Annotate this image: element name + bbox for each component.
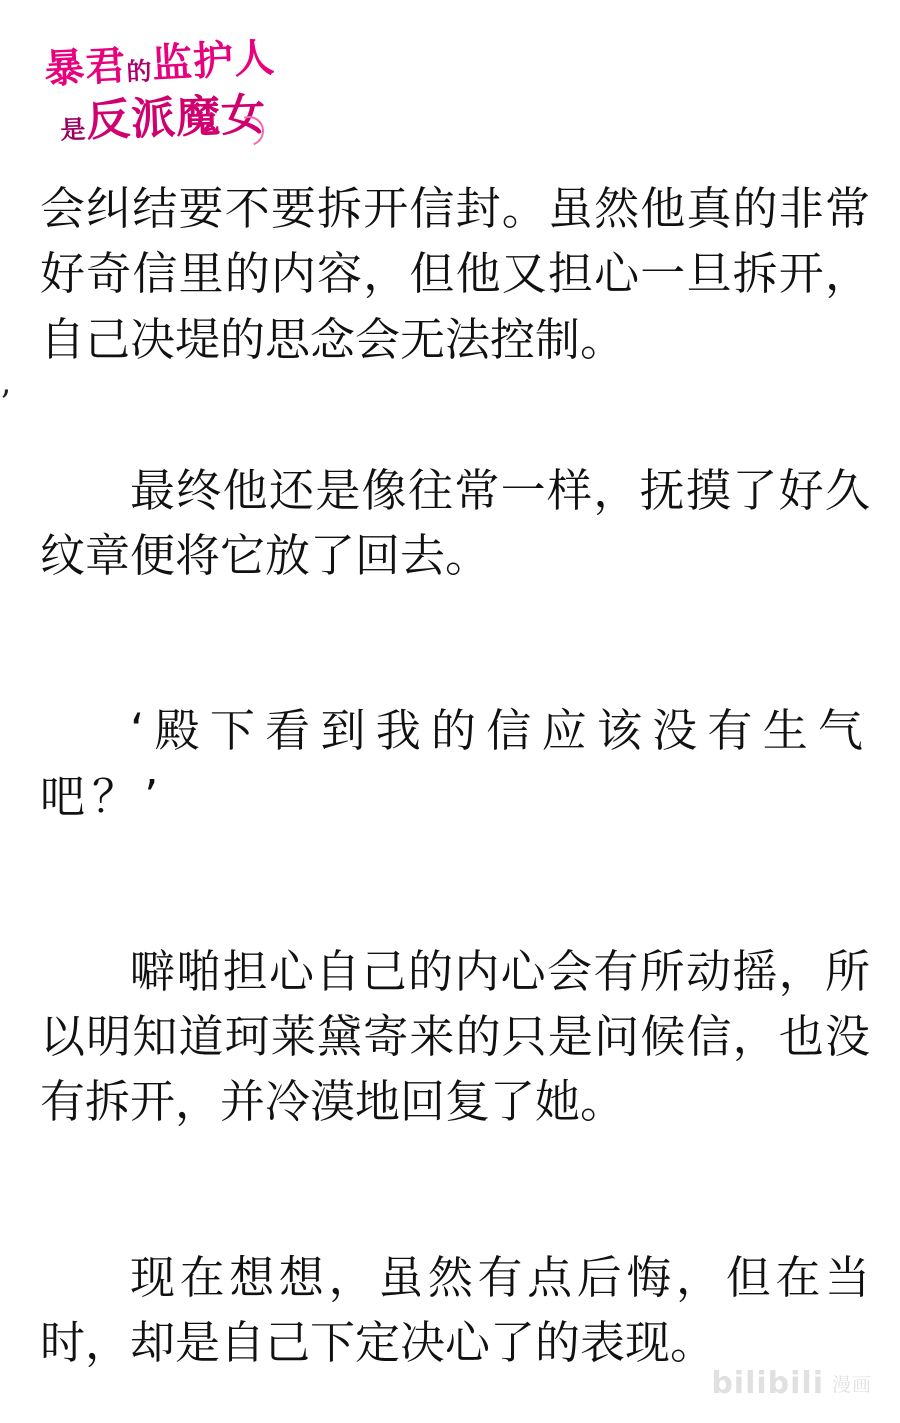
watermark-label: 漫画	[831, 1374, 872, 1396]
series-title-logo	[38, 30, 318, 150]
logo-line-1-rest: 监护人	[150, 33, 277, 88]
logo-line-2-rest: 反派魔女	[85, 89, 267, 147]
paragraph-quote: ‘殿下看到我的信应该没有生气吧？’	[40, 704, 870, 823]
paragraph: 会纠结要不要拆开信封。虽然他真的非常好奇信里的内容，但他又担心一旦拆开，自己决堤的思念会无法控制。	[40, 182, 870, 366]
logo-line-2-main: 是	[59, 114, 88, 145]
watermark-brand: bilibili	[711, 1366, 824, 1401]
paragraph: 噼啪担心自己的内心会有所动摇，所以明知道珂莱黛寄来的只是问候信，也没有拆开，并冷漠地回复了她。	[40, 944, 870, 1129]
logo-line-1-main: 暴君	[43, 41, 128, 94]
paragraph: 现在想想，虽然有点后悔，但在当时，却是自己下定决心了的表现。	[40, 1250, 870, 1369]
logo-line-1-sub: 的	[125, 56, 154, 87]
story-text-body	[40, 176, 870, 1421]
edge-artifact-mark: ’	[0, 383, 11, 423]
paragraph: 最终他还是像往常一样，抚摸了好久纹章便将它放了回去。	[40, 463, 870, 582]
watermark	[711, 1366, 872, 1401]
